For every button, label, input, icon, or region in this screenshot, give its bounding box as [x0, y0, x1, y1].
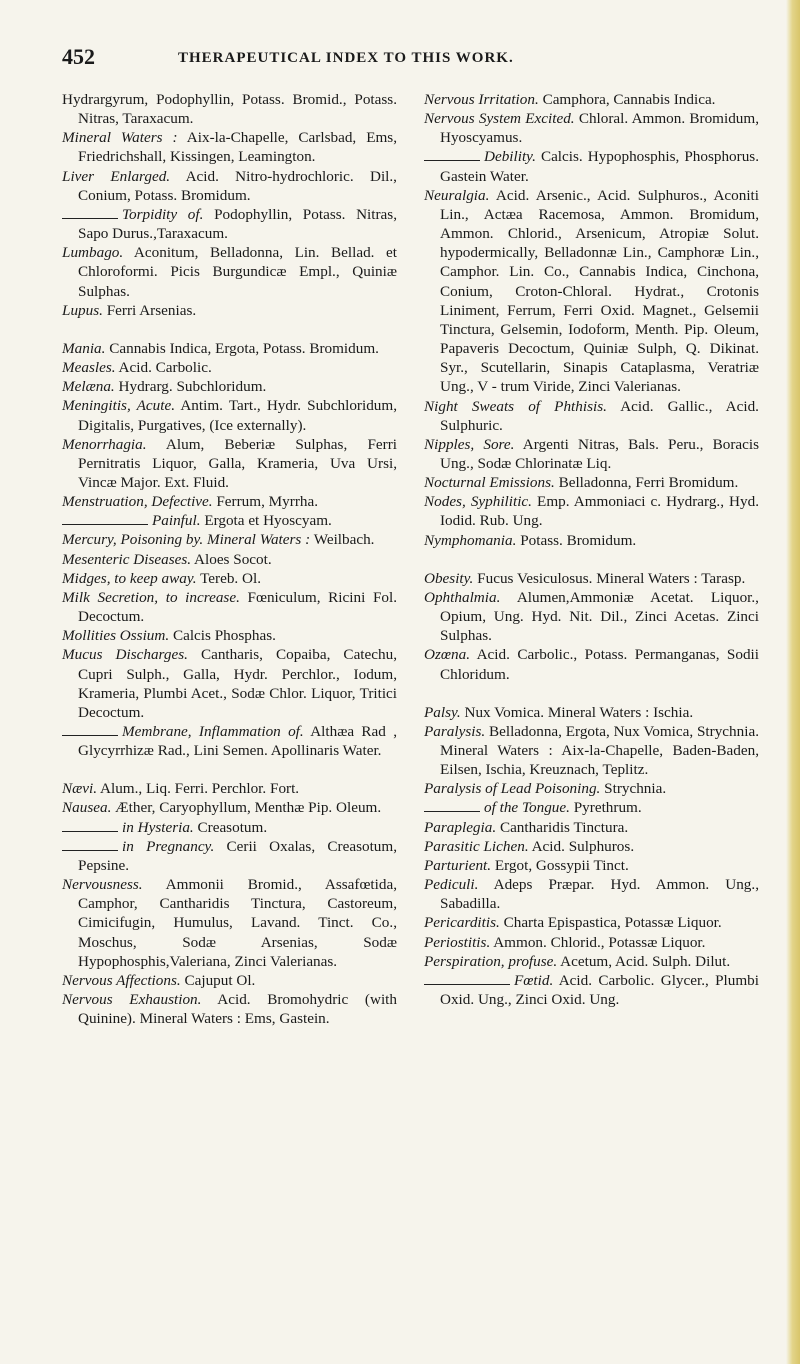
index-entry	[424, 818, 759, 837]
entry-heading: Neuralgia.	[424, 186, 490, 204]
index-entry	[62, 530, 397, 549]
entry-heading: Parturient.	[424, 856, 492, 874]
entry-heading: Debility.	[484, 148, 536, 166]
entry-remedies: Antim. Tart., Hydr. Subchloridum, Digitalis, Purgatives, (Ice externally).	[78, 397, 397, 434]
entry-heading: Perspiration, profuse.	[424, 952, 558, 970]
index-entry	[62, 396, 397, 434]
entry-remedies: Cajuput Ol.	[184, 971, 256, 989]
page-number: 452	[62, 44, 95, 69]
entry-remedies: Belladonna, Ergota, Nux Vomica, Strychnia. Mineral Waters : Aix-la-Chapelle, Baden-Baden, Eilsen, Ischia, Kreuznach, Teplitz.	[440, 722, 759, 779]
entry-remedies: Hydrarg. Subchloridum.	[118, 378, 267, 396]
entry-remedies: Fœniculum, Ricini Fol. Decoctum.	[78, 588, 397, 626]
entry-remedies: Ferrum, Myrrha.	[216, 493, 319, 511]
entry-remedies: Strychnia.	[604, 780, 667, 798]
entry-heading: Mucus Discharges.	[62, 646, 188, 664]
entry-heading: Milk Secretion, to increase.	[62, 588, 240, 606]
entry-remedies: Acid. Sulphuros.	[531, 837, 635, 855]
index-entry	[424, 90, 759, 109]
index-entry	[62, 588, 397, 626]
entry-remedies: Acid. Gallic., Acid. Sulphuric.	[440, 397, 759, 434]
entry-heading: Nervous System Excited.	[424, 110, 575, 128]
entry-heading: Nervous Exhaustion.	[62, 991, 202, 1009]
index-entry	[424, 473, 759, 492]
entry-remedies: Creasotum.	[197, 818, 268, 836]
entry-remedies: Calcis Phosphas.	[172, 627, 276, 645]
index-entry	[62, 435, 397, 492]
index-entry	[424, 933, 759, 952]
entry-remedies: Ergot, Gossypii Tinct.	[494, 856, 629, 874]
entry-remedies: Belladonna, Ferri Bromidum.	[558, 474, 739, 492]
ditto-dash	[62, 841, 118, 851]
index-entry	[424, 397, 759, 435]
entry-remedies: Aloes Socot.	[194, 550, 272, 568]
entry-remedies: Hydrargyrum, Podophyllin, Potass. Bromid., Potass. Nitras, Taraxacum.	[62, 91, 397, 128]
entry-heading: of the Tongue.	[484, 799, 570, 817]
entry-remedies: Acid. Bromohydric (with Quinine). Mineral Waters : Ems, Gastein.	[78, 991, 397, 1028]
index-entry	[424, 531, 759, 550]
entry-heading: Nymphomania.	[424, 531, 517, 549]
entry-heading: Menstruation, Defective.	[62, 493, 213, 511]
ditto-dash	[424, 151, 480, 161]
entry-remedies: Althæa Rad , Glycyrrhizæ Rad., Lini Semen. Apollinaris Water.	[78, 723, 397, 760]
index-entry	[62, 837, 397, 875]
entry-heading: Meningitis, Acute.	[62, 397, 176, 415]
index-entry	[424, 798, 759, 817]
index-entry	[62, 90, 397, 128]
ditto-dash	[62, 515, 148, 525]
index-entry	[62, 645, 397, 722]
entry-heading: Nocturnal Emissions.	[424, 474, 555, 492]
entry-remedies: Calcis. Hypophosphis, Phosphorus. Gastein Water.	[440, 148, 760, 185]
page-header	[62, 44, 762, 80]
entry-remedies: Tereb. Ol.	[200, 569, 262, 587]
entry-remedies: Ferri Arsenias.	[106, 301, 197, 319]
ditto-dash	[424, 975, 510, 985]
entry-heading: Nipples, Sore.	[424, 435, 515, 453]
index-entry	[62, 205, 397, 243]
entry-remedies: Acetum, Acid. Sulph. Dilut.	[560, 952, 731, 970]
index-entry	[424, 147, 759, 185]
index-entry	[424, 186, 759, 397]
entry-remedies: Podophyllin, Potass. Nitras, Sapo Durus.,Taraxacum.	[78, 205, 398, 243]
entry-remedies: Acid. Arsenic., Acid. Sulphuros., Aconiti Lin., Actæa Racemosa, Ammon. Bromidum, Ammon. Chlorid., Arsenicum, Atropiæ Solut. hypodermically, Belladonnæ Lin., Camphoræ Lin., Camphor. Lin. Co., Cannabis Indica, Cinchona, Conium, Croton-Chloral. Hydrat., Crotonis Liniment, Ferrum, Ferri Oxid. Magnet., Gelsemii Tinctura, Gelsemin, Iodoform, Menth. Pip. Oleum, Papaveris Decoctum, Quiniæ Sulph, Q. Dikinat. Syr., Scutellarin, Sinapis Cataplasma, Veratriæ Ung., V - trum Viride, Zinci Valerianas.	[440, 186, 759, 396]
index-entry	[62, 569, 397, 588]
index-entry	[62, 128, 397, 166]
index-entry	[424, 645, 759, 683]
entry-remedies: Cantharis, Copaiba, Catechu, Cupri Sulph., Galla, Hydr. Perchlor., Iodum, Krameria, Plumbi Acet., Sodæ Chlor. Liquor, Tritici Decoctum.	[78, 646, 397, 721]
index-entry	[424, 492, 759, 530]
entry-remedies: Ergota et Hyoscyam.	[204, 512, 332, 530]
entry-heading: Mania.	[62, 339, 106, 357]
entry-remedies: Acid. Carbolic.	[118, 359, 212, 377]
entry-remedies: Cannabis Indica, Ergota, Potass. Bromidum.	[109, 339, 379, 357]
entry-remedies: Alum., Liq. Ferri. Perchlor. Fort.	[100, 780, 300, 798]
entry-remedies: Acid. Nitro-hydrochloric. Dil., Conium, Potass. Bromidum.	[78, 167, 397, 204]
index-entry	[62, 626, 397, 645]
entry-remedies: Ammonii Bromid., Assafœtida, Camphor, Cantharidis Tinctura, Castoreum, Cimicifugin, Humulus, Lavand. Tinct. Co., Moschus, Sodæ Arsenias, Sodæ Hypophosphis,Valeriana, Zinci Valerianas.	[78, 876, 397, 970]
index-entry	[424, 779, 759, 798]
index-entry	[62, 167, 397, 205]
index-entry	[424, 837, 759, 856]
index-entry	[62, 377, 397, 396]
entry-heading: in Pregnancy.	[122, 837, 215, 855]
right-column	[424, 90, 759, 1009]
index-entry	[62, 301, 397, 320]
entry-remedies: Chloral. Ammon. Bromidum, Hyoscyamus.	[440, 110, 759, 147]
index-entry	[424, 435, 759, 473]
entry-heading: Paralysis.	[424, 722, 486, 740]
index-entry	[62, 243, 397, 300]
entry-remedies: Camphora, Cannabis Indica.	[542, 91, 716, 108]
entry-heading: Ozœna.	[424, 646, 470, 664]
entry-heading: Pericarditis.	[424, 914, 500, 932]
entry-heading: Melæna.	[62, 378, 115, 396]
entry-heading: Periostitis.	[424, 933, 491, 951]
entry-heading: Torpidity of.	[122, 205, 204, 223]
entry-heading: Nausea.	[62, 799, 112, 817]
index-entry	[62, 875, 397, 971]
entry-remedies: Adeps Præpar. Hyd. Ammon. Ung., Sabadilla.	[440, 876, 759, 913]
entry-remedies: Æther, Caryophyllum, Menthæ Pip. Oleum.	[115, 799, 382, 817]
index-entry	[62, 492, 397, 511]
entry-heading: Menorrhagia.	[62, 435, 147, 453]
entry-heading: Mollities Ossium.	[62, 627, 170, 645]
ditto-dash	[424, 802, 480, 812]
entry-remedies: Alumen,Ammoniæ Acetat. Liquor., Opium, Ung. Hyd. Nit. Dil., Zinci Acetas. Zinci Sulphas.	[440, 588, 759, 645]
entry-heading: Night Sweats of Phthisis.	[424, 397, 607, 415]
entry-heading: Nervous Affections.	[62, 971, 181, 989]
ditto-dash	[62, 726, 118, 736]
entry-remedies: Fucus Vesiculosus. Mineral Waters : Tarasp.	[477, 569, 746, 587]
index-entry	[424, 913, 759, 932]
index-entry	[62, 550, 397, 569]
entry-heading: Nervousness.	[62, 876, 143, 894]
index-entry	[62, 798, 397, 817]
entry-remedies: Aix-la-Chapelle, Carlsbad, Ems, Friedrichshall, Kissingen, Leamington.	[78, 129, 398, 166]
entry-heading: Paraplegia.	[424, 818, 497, 836]
entry-remedies: Alum, Beberiæ Sulphas, Ferri Pernitratis Liquor, Galla, Krameria, Uva Ursi, Vincæ Major. Ext. Fluid.	[78, 435, 397, 491]
entry-heading: Midges, to keep away.	[62, 569, 197, 587]
ditto-dash	[62, 209, 118, 219]
index-entry	[62, 339, 397, 358]
index-entry	[62, 818, 397, 837]
entry-remedies: Acid. Carbolic., Potass. Permanganas, Sodii Chloridum.	[440, 646, 759, 683]
index-entry	[424, 588, 759, 645]
index-entry	[424, 856, 759, 875]
entry-remedies: Aconitum, Belladonna, Lin. Bellad. et Chloroformi. Picis Burgundicæ Empl., Quiniæ Sulphas.	[78, 244, 397, 300]
entry-heading: Liver Enlarged.	[62, 167, 171, 185]
index-entry	[62, 971, 397, 990]
entry-remedies: Cerii Oxalas, Creasotum, Pepsine.	[78, 837, 397, 874]
index-entry	[62, 722, 397, 760]
index-entry	[62, 779, 397, 798]
index-entry	[424, 703, 759, 722]
entry-remedies: Acid. Carbolic. Glycer., Plumbi Oxid. Ung., Zinci Oxid. Ung.	[440, 971, 759, 1009]
entry-heading: Nervous Irritation.	[424, 91, 539, 108]
entry-remedies: Potass. Bromidum.	[520, 531, 637, 549]
entry-heading: Obesity.	[424, 569, 474, 587]
entry-heading: Ophthalmia.	[424, 588, 501, 606]
index-entry	[424, 722, 759, 779]
index-entry	[62, 511, 397, 530]
index-entry	[62, 990, 397, 1028]
entry-remedies: Weilbach.	[313, 531, 375, 549]
entry-heading: Parasitic Lichen.	[424, 837, 529, 855]
entry-heading: Membrane, Inflammation of.	[122, 723, 304, 740]
entry-heading: Mineral Waters :	[62, 129, 178, 147]
entry-heading: Nodes, Syphilitic.	[424, 493, 532, 511]
page-edge	[786, 0, 800, 1364]
entry-heading: Painful.	[152, 512, 201, 530]
entry-heading: Measles.	[62, 359, 116, 377]
entry-heading: Fœtid.	[514, 971, 554, 989]
entry-remedies: Charta Epispastica, Potassæ Liquor.	[503, 914, 722, 932]
entry-remedies: Pyrethrum.	[573, 799, 642, 817]
index-entry	[424, 971, 759, 1009]
index-entry	[62, 358, 397, 377]
entry-remedies: Cantharidis Tinctura.	[499, 818, 629, 836]
running-title: THERAPEUTICAL INDEX TO THIS WORK.	[178, 50, 514, 66]
index-entry	[424, 569, 759, 588]
index-entry	[424, 875, 759, 913]
entry-heading: Mercury, Poisoning by. Mineral Waters :	[62, 531, 311, 549]
entry-remedies: Argenti Nitras, Bals. Peru., Boracis Ung., Sodæ Chlorinatæ Liq.	[440, 435, 759, 472]
entry-remedies: Nux Vomica. Mineral Waters : Ischia.	[464, 703, 694, 721]
entry-heading: Pediculi.	[424, 876, 479, 894]
entry-heading: Palsy.	[424, 703, 461, 721]
entry-remedies: Ammon. Chlorid., Potassæ Liquor.	[493, 933, 706, 951]
entry-remedies: Emp. Ammoniaci c. Hydrarg., Hyd. Iodid. Rub. Ung.	[440, 493, 760, 530]
index-entry	[424, 952, 759, 971]
entry-heading: Lupus.	[62, 301, 103, 319]
entry-heading: Paralysis of Lead Poisoning.	[424, 780, 601, 798]
index-entry	[424, 109, 759, 147]
ditto-dash	[62, 822, 118, 832]
entry-heading: in Hysteria.	[122, 818, 194, 836]
entry-heading: Mesenteric Diseases.	[62, 550, 192, 568]
entry-heading: Lumbago.	[62, 244, 124, 262]
entry-heading: Nævi.	[62, 780, 98, 798]
left-column	[62, 90, 397, 1028]
